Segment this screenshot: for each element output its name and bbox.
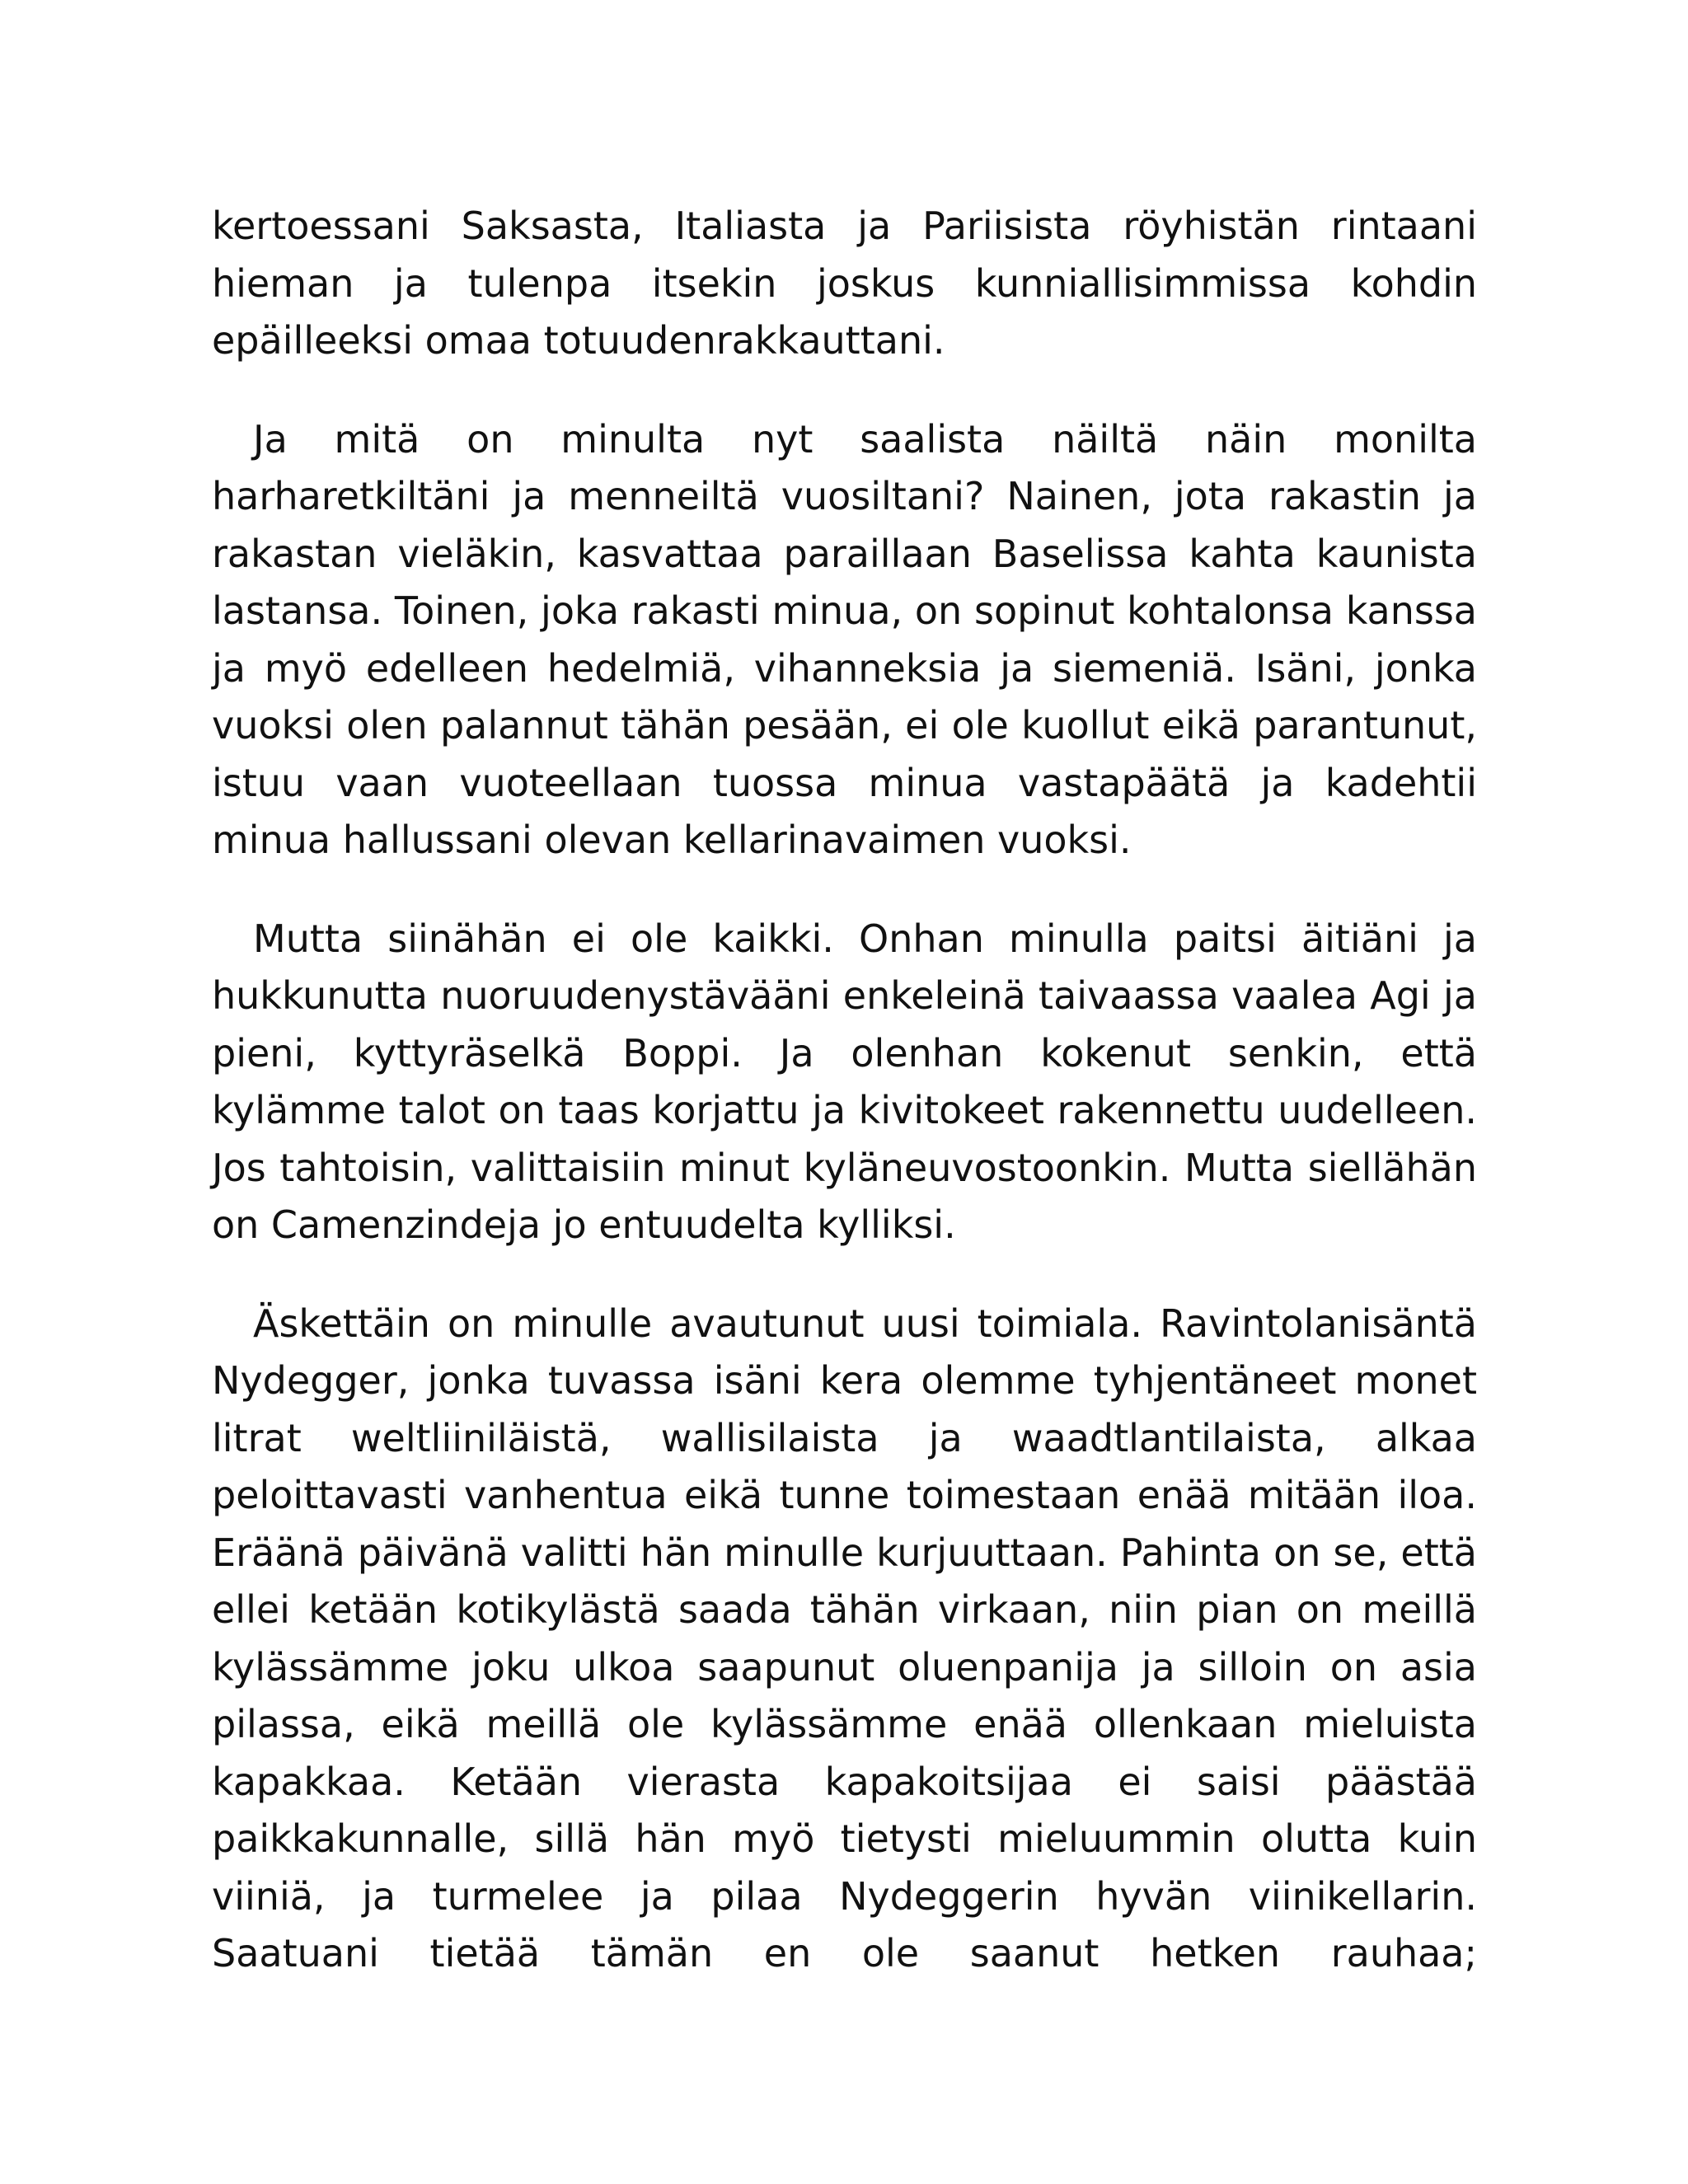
paragraph-4: Äskettäin on minulle avautunut uusi toimiala. Ravintolanisäntä Nydegger, jonka tuvassa isäni kera olemme tyhjentäneet monet litrat weltliiniläistä, wallisilaista ja waadtlantilaista, alkaa peloittavasti vanhentua eikä tunne toimestaan enää mitään iloa. Eräänä päivänä valitti hän minulle kurjuuttaan. Pahinta on se, että ellei ketään kotikylästä saada tähän virkaan, niin pian on meillä kylässämme joku ulkoa saapunut oluenpanija ja silloin on asia pilassa, eikä meillä ole kylässämme enää ollenkaan mieluista kapakkaa. Ketään vierasta kapakoitsijaa ei saisi päästää paikkakunnalle, sillä hän myö tietysti mieluummin olutta kuin viiniä, ja turmelee ja pilaa Nydeggerin hyvän viinikellarin. Saatuani tietää tämän en ole saanut hetken rauhaa; <box>212 1301 1477 1975</box>
paragraph-2: Ja mitä on minulta nyt saalista näiltä näin monilta harharetkiltäni ja menneiltä vuosiltani? Nainen, jota rakastin ja rakastan vieläkin, kasvattaa paraillaan Baselissa kahta kaunista lastansa. Toinen, joka rakasti minua, on sopinut kohtalonsa kanssa ja myö edelleen hedelmiä, vihanneksia ja siemeniä. Isäni, jonka vuoksi olen palannut tähän pesään, ei ole kuollut eikä parantunut, istuu vaan vuoteellaan tuossa minua vastapäätä ja kadehtii minua hallussani olevan kellarinavaimen vuoksi. <box>212 416 1477 862</box>
paragraph-3: Mutta siinähän ei ole kaikki. Onhan minulla paitsi äitiäni ja hukkunutta nuoruudenystävääni enkeleinä taivaassa vaalea Agi ja pieni, kyttyräselkä Boppi. Ja olenhan kokenut senkin, että kylämme talot on taas korjattu ja kivitokeet rakennettu uudelleen. Jos tahtoisin, valittaisiin minut kyläneuvostoonkin. Mutta siellähän on Camenzindeja jo entuudelta kylliksi. <box>212 916 1477 1247</box>
paragraph-1: kertoessani Saksasta, Italiasta ja Pariisista röyhistän rintaani hieman ja tulenpa itsekin joskus kunniallisimmissa kohdin epäilleeksi omaa totuudenrakkauttani. <box>212 204 1477 363</box>
body-text <box>212 198 1477 1983</box>
